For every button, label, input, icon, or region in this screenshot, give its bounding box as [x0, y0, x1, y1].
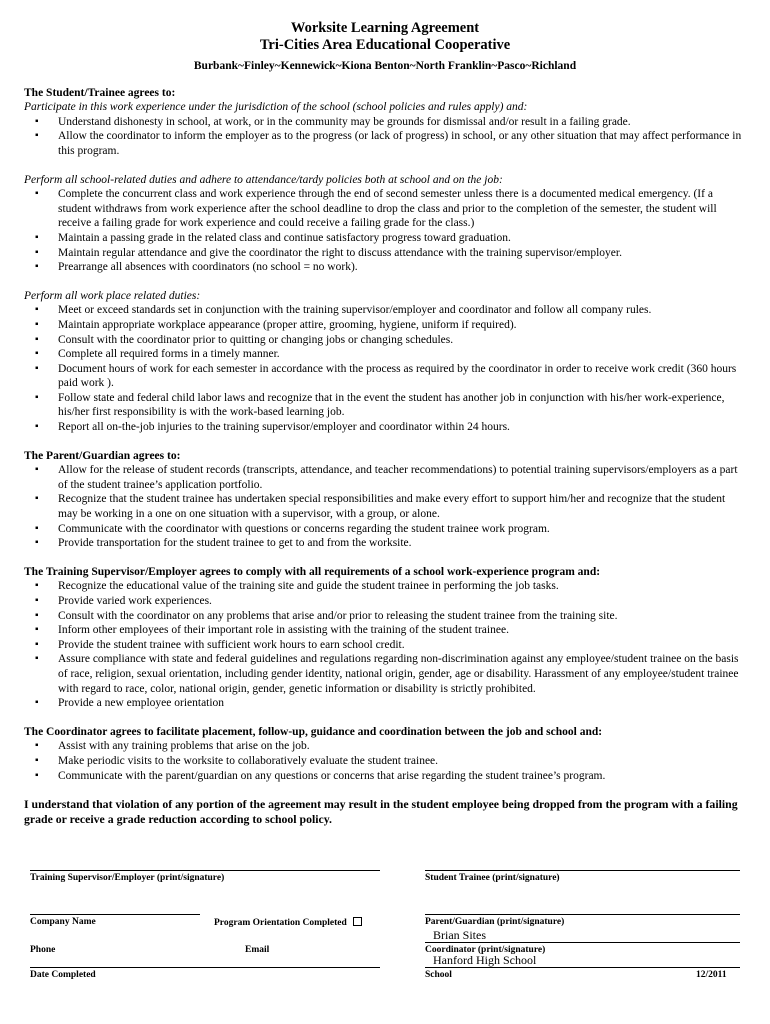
coordinator-signature-label: Coordinator (print/signature) [425, 945, 546, 955]
list-item: ▪ Maintain regular attendance and give the coordinator the right to discuss attendance with the training supervisor/employer. [24, 246, 746, 261]
orientation-checkbox[interactable] [353, 917, 362, 926]
student-list-3 [24, 303, 746, 434]
document-title: Worksite Learning Agreement [290, 20, 480, 36]
list-item: ▪ Inform other employees of their important role in assisting with the training of the student trainee. [24, 623, 746, 638]
student-intro-1: Participate in this work experience under the jurisdiction of the school (school policies and rules apply) and: [24, 101, 528, 114]
parent-list [24, 463, 746, 551]
list-item: ▪ Follow state and federal child labor laws and recognize that in the event the student has another job in conjunction with his/her work-experience, his/her first responsibility is with the work-based learning job. [24, 391, 746, 420]
school-line[interactable] [425, 967, 740, 968]
list-item: ▪ Consult with the coordinator prior to quitting or changing jobs or changing schedules. [24, 333, 746, 348]
company-name-label: Company Name [30, 917, 96, 927]
list-item: ▪ Consult with the coordinator on any problems that arise and/or prior to releasing the student trainee from the training site. [24, 609, 746, 624]
student-signature-label: Student Trainee (print/signature) [425, 873, 560, 883]
list-item: ▪ Make periodic visits to the worksite to collaboratively evaluate the student trainee. [24, 754, 746, 769]
coordinator-name-value: Brian Sites [433, 928, 486, 942]
list-item: ▪ Provide transportation for the student trainee to get to and from the worksite. [24, 536, 746, 551]
coordinator-list [24, 739, 746, 783]
list-item: ▪ Assure compliance with state and federal guidelines and regulations regarding non-discrimination against any employee/student trainee on the basis of race, religion, sexual orientation, including gender identity, national origin, gender, age or disability. Harassment of any employee/student trainee with regard to race, color, national origin, gender, genetic information or disability is strictly prohibited. [24, 652, 746, 696]
coordinator-heading: The Coordinator agrees to facilitate placement, follow-up, guidance and coordination between the job and school and: [24, 725, 603, 738]
phone-email-line[interactable] [30, 967, 380, 968]
company-name-line[interactable] [30, 914, 200, 915]
list-item: ▪ Meet or exceed standards set in conjunction with the training supervisor/employer and coordinator and follow all company rules. [24, 303, 746, 318]
school-name-value: Hanford High School [433, 953, 537, 967]
parent-heading: The Parent/Guardian agrees to: [24, 449, 181, 462]
list-item: ▪ Complete the concurrent class and work experience through the end of second semester unless there is a documented medical emergency. (If a student withdraws from work experience after the school deadline to drop the class and prior to the completion of the semester, the student will receive a failing grade for work experience and could receive a failing grade for the class.) [24, 187, 746, 231]
list-item: ▪ Provide varied work experiences. [24, 594, 746, 609]
supervisor-signature-line[interactable] [30, 870, 380, 871]
list-item: ▪ Prearrange all absences with coordinators (no school = no work). [24, 260, 746, 275]
list-item: ▪ Understand dishonesty in school, at work, or in the community may be grounds for dismissal and/or result in a failing grade. [24, 115, 746, 130]
list-item: ▪ Report all on-the-job injuries to the training supervisor/employer and coordinator within 24 hours. [24, 420, 746, 435]
orientation-label: Program Orientation Completed [214, 918, 347, 928]
student-list-1 [24, 115, 746, 159]
list-item: ▪ Assist with any training problems that arise on the job. [24, 739, 746, 754]
student-list-2 [24, 187, 746, 275]
orientation-completed [214, 917, 362, 929]
employer-list [24, 579, 746, 710]
student-intro-2: Perform all school-related duties and adhere to attendance/tardy policies both at school and on the job: [24, 173, 503, 186]
list-item: ▪ Maintain a passing grade in the related class and continue satisfactory progress toward graduation. [24, 231, 746, 246]
email-label: Email [245, 945, 270, 955]
list-item: ▪ Communicate with the coordinator with questions or concerns regarding the student trainee work program. [24, 522, 746, 537]
list-item: ▪ Allow for the release of student records (transcripts, attendance, and teacher recommendations) to potential training supervisors/employers as a part of the student trainee’s application portfolio. [24, 463, 746, 492]
parent-signature-line[interactable] [425, 914, 740, 915]
school-label: School [425, 970, 452, 980]
list-item: ▪ Complete all required forms in a timely manner. [24, 347, 746, 362]
employer-heading: The Training Supervisor/Employer agrees to comply with all requirements of a school work-experience program and: [24, 565, 601, 578]
supervisor-signature-label: Training Supervisor/Employer (print/signature) [30, 873, 225, 883]
parent-signature-label: Parent/Guardian (print/signature) [425, 917, 565, 927]
student-heading: The Student/Trainee agrees to: [24, 86, 176, 99]
list-item: ▪ Maintain appropriate workplace appearance (proper attire, grooming, hygiene, uniform if required). [24, 318, 746, 333]
list-item: ▪ Provide the student trainee with sufficient work hours to earn school credit. [24, 638, 746, 653]
list-item: ▪ Document hours of work for each semester in accordance with the process as required by the coordinator in order to receive work credit (360 hours paid work ). [24, 362, 746, 391]
list-item: ▪ Recognize the educational value of the training site and guide the student trainee in performing the job tasks. [24, 579, 746, 594]
district-list: Burbank~Finley~Kennewick~Kiona Benton~North Franklin~Pasco~Richland [193, 60, 577, 72]
list-item: ▪ Provide a new employee orientation [24, 696, 746, 711]
student-signature-line[interactable] [425, 870, 740, 871]
student-intro-3: Perform all work place related duties: [24, 289, 201, 302]
list-item: ▪ Recognize that the student trainee has undertaken special responsibilities and make every effort to support him/her and recognize that the student may be working in a one on one situation with a supervisor, with a group, or alone. [24, 492, 746, 521]
revision-date: 12/2011 [696, 970, 727, 980]
date-completed-label: Date Completed [30, 970, 96, 980]
document-subtitle: Tri-Cities Area Educational Cooperative [259, 37, 511, 53]
agreement-statement: I understand that violation of any portion of the agreement may result in the student employee being dropped from the program with a failing grade or receive a grade reduction according to school policy. [24, 797, 738, 826]
list-item: ▪ Allow the coordinator to inform the employer as to the progress (or lack of progress) in school, or any other situation that may affect performance in this program. [24, 129, 746, 158]
coordinator-signature-line[interactable] [425, 942, 740, 943]
list-item: ▪ Communicate with the parent/guardian on any questions or concerns that arise regarding the student trainee’s program. [24, 769, 746, 784]
phone-label: Phone [30, 945, 56, 955]
